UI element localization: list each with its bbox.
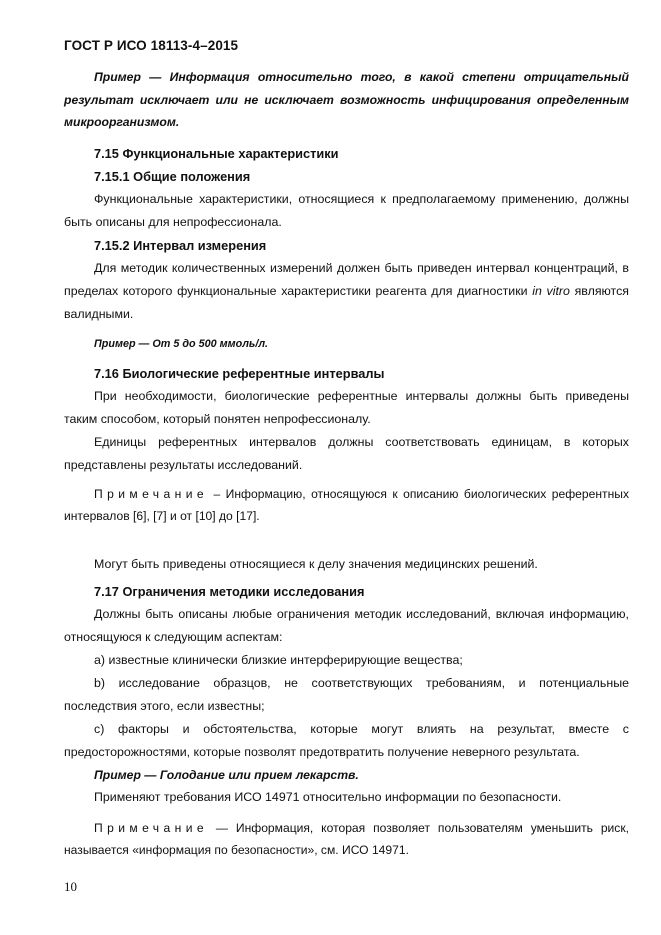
- section-heading-7-15: 7.15 Функциональные характеристики: [94, 145, 339, 161]
- note-safety-information: [64, 817, 629, 861]
- note-text: — Информация, которая позволяет пользователям уменьшить риск, называется «информация по безопасности», см. ИСО 14971.: [64, 821, 629, 857]
- page-number: 10: [64, 879, 77, 894]
- list-item-b: b) исследование образцов, не соответствующих требованиям, и потенциальные последствия этого, если известны;: [64, 675, 629, 713]
- page-content: [64, 66, 629, 861]
- document-header: ГОСТ Р ИСО 18113-4–2015: [64, 38, 239, 53]
- note-reference-intervals: [64, 483, 629, 527]
- list-item-a: a) известные клинически близкие интерферирующие вещества;: [94, 652, 463, 667]
- in-vitro-term: in vitro: [532, 283, 570, 298]
- paragraph-reference-units: Единицы референтных интервалов должны соответствовать единицам, в которых представлены результаты исследований.: [64, 434, 629, 472]
- section-heading-7-16: 7.16 Биологические референтные интервалы: [94, 365, 385, 381]
- paragraph-safety-requirements: Применяют требования ИСО 14971 относительно информации по безопасности.: [94, 790, 562, 804]
- example-range: Пример — От 5 до 500 ммоль/л.: [94, 337, 269, 350]
- example-fasting: Пример — Голодание или прием лекарств.: [94, 767, 359, 782]
- paragraph-decision-values: Могут быть приведены относящиеся к делу значения медицинских решений.: [94, 556, 538, 571]
- list-item-c: c) факторы и обстоятельства, которые могут влиять на результат, вместе с предосторожностями, которые позволят предотвратить получение неверного результата.: [64, 721, 629, 759]
- example-negative-result: Пример — Информация относительно того, в какой степени отрицательный результат исключает или не исключает возможность инфицирования определенным микроорганизмом.: [64, 70, 629, 129]
- paragraph-measuring-interval: [64, 257, 629, 326]
- note-text: – Информацию, относящуюся к описанию биологических референтных интервалов [6], [7] и от [10] до [17].: [64, 486, 629, 523]
- note-label: Примечание: [94, 486, 208, 501]
- section-heading-7-17: 7.17 Ограничения методики исследования: [94, 583, 365, 599]
- section-heading-7-15-2: 7.15.2 Интервал измерения: [94, 237, 267, 253]
- paragraph-reference-intervals: При необходимости, биологические референтные интервалы должны быть приведены таким способом, который понятен непрофессионалу.: [64, 388, 629, 426]
- paragraph-general-provisions: Функциональные характеристики, относящиеся к предполагаемому применению, должны быть описаны для непрофессионала.: [64, 191, 629, 229]
- paragraph-measuring-interval-part1: Для методик количественных измерений должен быть приведен интервал концентраций, в пределах которого функциональные характеристики реагента для диагностики: [64, 260, 629, 298]
- note-label: Примечание: [94, 821, 208, 835]
- section-heading-7-15-1: 7.15.1 Общие положения: [94, 168, 251, 184]
- paragraph-limitations-intro: Должны быть описаны любые ограничения методик исследований, включая информацию, относящуюся к следующим аспектам:: [64, 606, 629, 644]
- paragraph-measuring-interval-part2: являются валидными.: [64, 283, 629, 321]
